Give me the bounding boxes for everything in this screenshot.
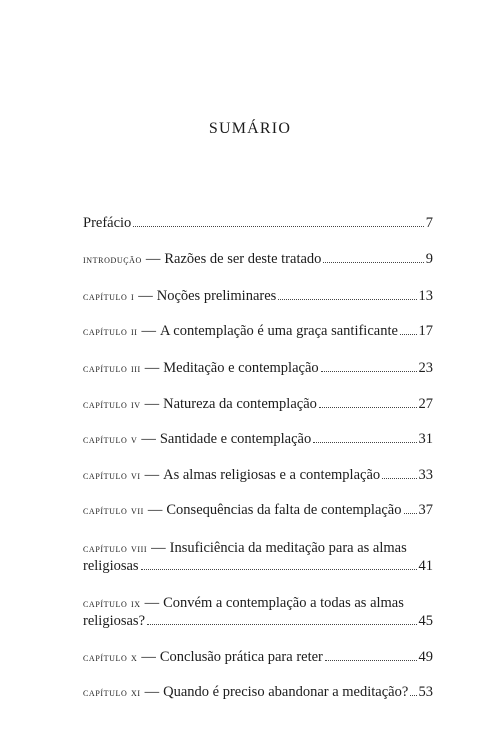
entry-dash: —: [141, 649, 156, 665]
toc-entry-capitulo-7[interactable]: [83, 501, 433, 519]
entry-dash: —: [144, 360, 160, 376]
dot-leader: [133, 226, 423, 227]
entry-page-number: 53: [418, 684, 433, 700]
entry-title: Meditação e contemplação: [163, 360, 319, 376]
entry-label: introdução: [83, 252, 142, 266]
entry-page-number: 31: [418, 431, 433, 447]
entry-title-continued: religiosas?: [83, 613, 146, 629]
entry-label: capítulo vii: [83, 503, 144, 517]
dot-leader: [313, 442, 416, 443]
entry-page-number: 37: [418, 502, 433, 518]
toc-entry-prefacio[interactable]: [83, 214, 433, 232]
entry-title: Santidade e contemplação: [159, 431, 312, 447]
dot-leader: [404, 513, 417, 514]
entry-label: capítulo iv: [83, 397, 141, 411]
toc-entry-capitulo-5[interactable]: [83, 430, 433, 448]
entry-dash: —: [144, 595, 160, 611]
toc-entry-capitulo-9[interactable]: [83, 594, 433, 630]
entry-title: Insuficiência da meditação para as almas: [169, 540, 407, 556]
dot-leader: [410, 695, 416, 696]
entry-title: A contemplação é uma graça santificante: [159, 323, 398, 339]
entry-page-number: 41: [418, 558, 433, 574]
entry-title-continued: religiosas: [83, 558, 139, 574]
toc-entry-capitulo-3[interactable]: [83, 359, 433, 377]
entry-label: capítulo v: [83, 432, 138, 446]
entry-page-number: 17: [418, 323, 433, 339]
toc-entry-capitulo-2[interactable]: [83, 322, 433, 340]
entry-title: Razões de ser deste tratado: [164, 251, 322, 267]
entry-label: capítulo iii: [83, 361, 141, 375]
toc-entry-capitulo-11[interactable]: [83, 683, 433, 701]
dot-leader: [278, 299, 416, 300]
entry-page-number: 49: [418, 649, 433, 665]
dot-leader: [319, 407, 417, 408]
entry-page-number: 27: [418, 396, 433, 412]
toc-entry-capitulo-8[interactable]: [83, 539, 433, 575]
entry-label: capítulo i: [83, 289, 135, 303]
entry-dash: —: [147, 502, 163, 518]
dot-leader: [323, 262, 423, 263]
entry-title: Conclusão prática para reter: [159, 649, 323, 665]
entry-title: As almas religiosas e a contemplação: [163, 467, 381, 483]
entry-title: Convém a contemplação a todas as almas: [163, 595, 404, 611]
entry-label: capítulo x: [83, 650, 138, 664]
entry-dash: —: [151, 540, 166, 556]
toc-entry-introducao[interactable]: [83, 250, 433, 268]
dot-leader: [321, 371, 417, 372]
entry-page-number: 13: [418, 288, 433, 304]
dot-leader: [147, 624, 416, 625]
entry-page-number: 7: [425, 215, 433, 231]
page-title: SUMÁRIO: [208, 120, 292, 137]
entry-title: Prefácio: [83, 215, 132, 231]
entry-page-number: 45: [418, 613, 433, 629]
entry-label: capítulo ix: [83, 596, 141, 610]
dot-leader: [382, 478, 416, 479]
entry-title: Natureza da contemplação: [163, 396, 317, 412]
entry-label: capítulo vi: [83, 468, 141, 482]
entry-page-number: 9: [425, 251, 433, 267]
entry-title: Quando é preciso abandonar a meditação?: [163, 684, 409, 700]
toc-entry-capitulo-1[interactable]: [83, 287, 433, 305]
entry-page-number: 33: [418, 467, 433, 483]
toc-entry-capitulo-10[interactable]: [83, 648, 433, 666]
entry-label: capítulo xi: [83, 685, 141, 699]
entry-dash: —: [141, 431, 156, 447]
entry-dash: —: [144, 684, 160, 700]
toc-entry-capitulo-6[interactable]: [83, 466, 433, 484]
entry-dash: —: [144, 467, 160, 483]
dot-leader: [400, 334, 417, 335]
entry-title: Consequências da falta de contemplação: [166, 502, 402, 518]
toc-entry-capitulo-4[interactable]: [83, 395, 433, 413]
entry-page-number: 23: [418, 360, 433, 376]
entry-dash: —: [144, 396, 160, 412]
dot-leader: [141, 569, 417, 570]
entry-dash: —: [141, 323, 156, 339]
entry-label: capítulo ii: [83, 324, 138, 338]
dot-leader: [325, 660, 417, 661]
entry-title: Noções preliminares: [156, 288, 277, 304]
entry-dash: —: [145, 251, 161, 267]
entry-dash: —: [138, 288, 153, 304]
entry-label: capítulo viii: [83, 541, 148, 555]
